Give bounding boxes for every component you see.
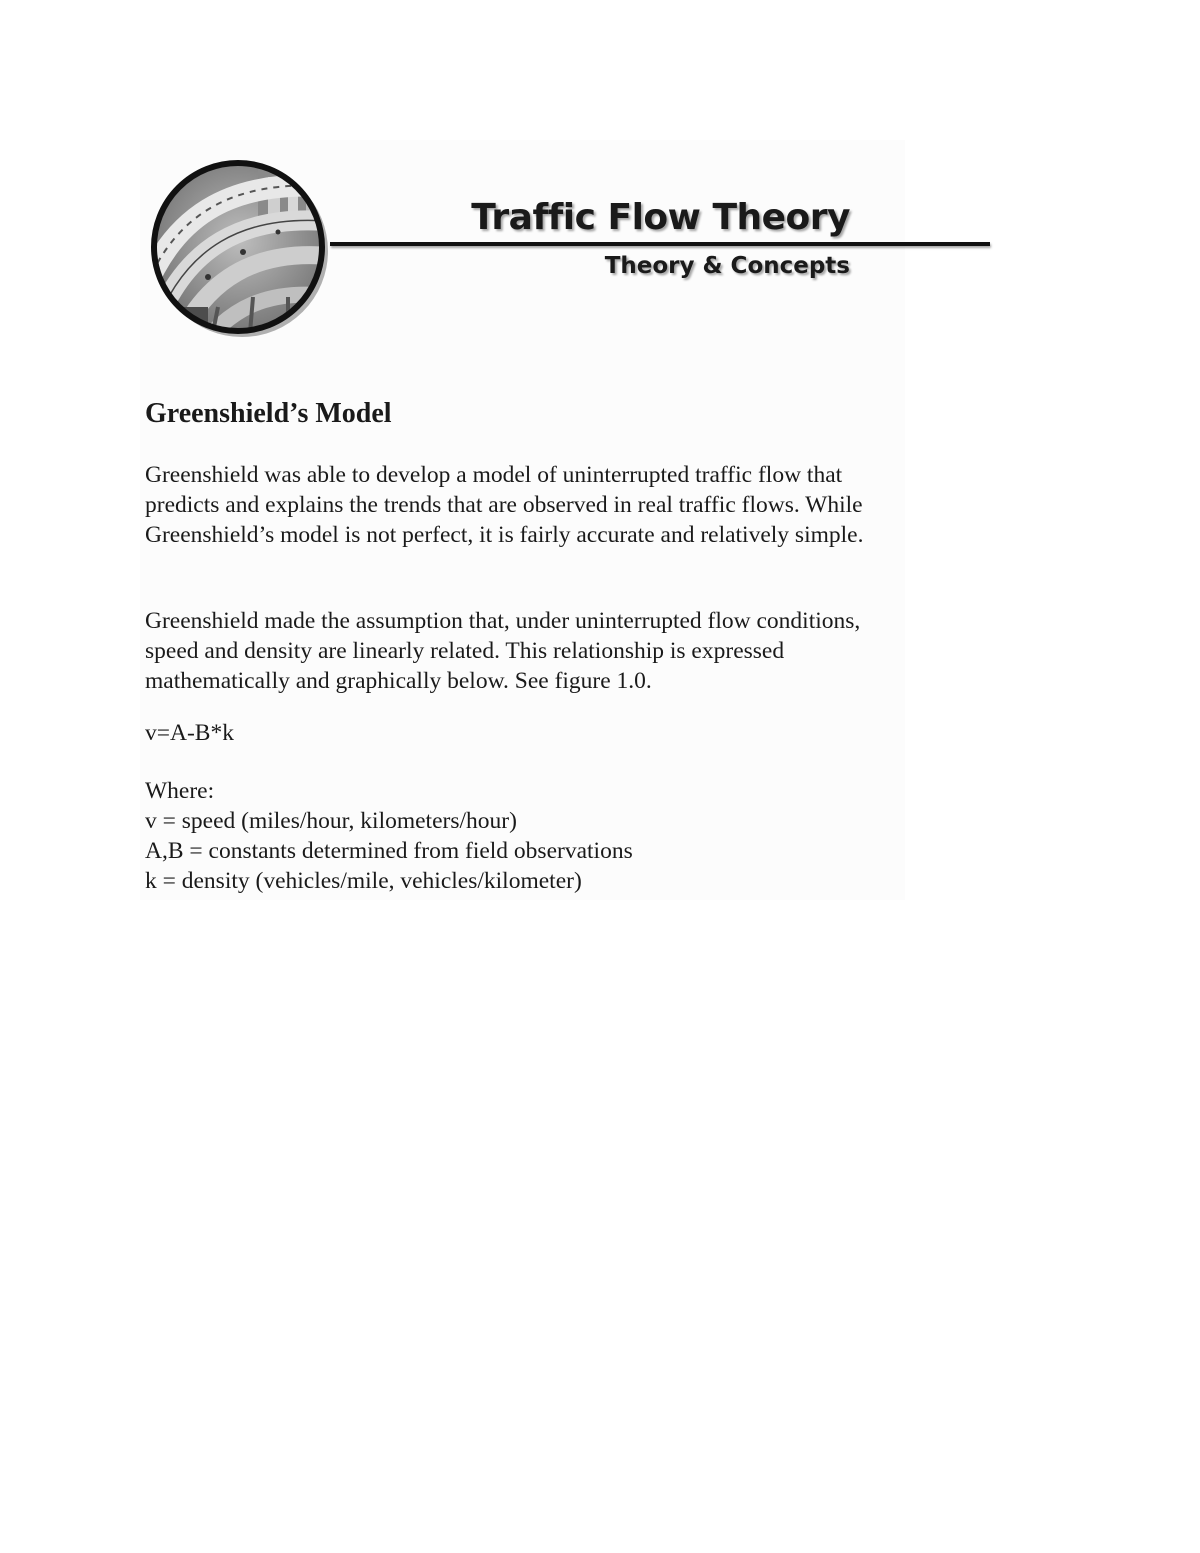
paragraph-intro: Greenshield was able to develop a model of uninterrupted traffic flow that predicts and explains the trends that are observed in real traffic flows. While Greenshield’s model is not perfect, it is fairly accurate and relatively simple.	[145, 462, 864, 548]
header-banner	[140, 145, 905, 360]
header-rule	[330, 242, 990, 246]
definitions-list	[145, 776, 633, 896]
definitions-intro: Where:	[145, 778, 215, 804]
definition-item-v: v = speed (miles/hour, kilometers/hour)	[145, 808, 517, 834]
header-title: Traffic Flow Theory	[471, 197, 850, 238]
formula: v=A-B*k	[145, 720, 234, 746]
paragraph-assumption: Greenshield made the assumption that, under uninterrupted flow conditions, speed and density are linearly related. This relationship is expressed mathematically and graphically below. See figure 1.0.	[145, 608, 861, 694]
section-heading: Greenshield’s Model	[145, 398, 392, 429]
definition-item-k: k = density (vehicles/mile, vehicles/kilometer)	[145, 868, 582, 894]
highway-interchange-logo	[148, 157, 333, 342]
definition-item-ab: A,B = constants determined from field observations	[145, 838, 633, 864]
header-subtitle: Theory & Concepts	[604, 253, 850, 279]
